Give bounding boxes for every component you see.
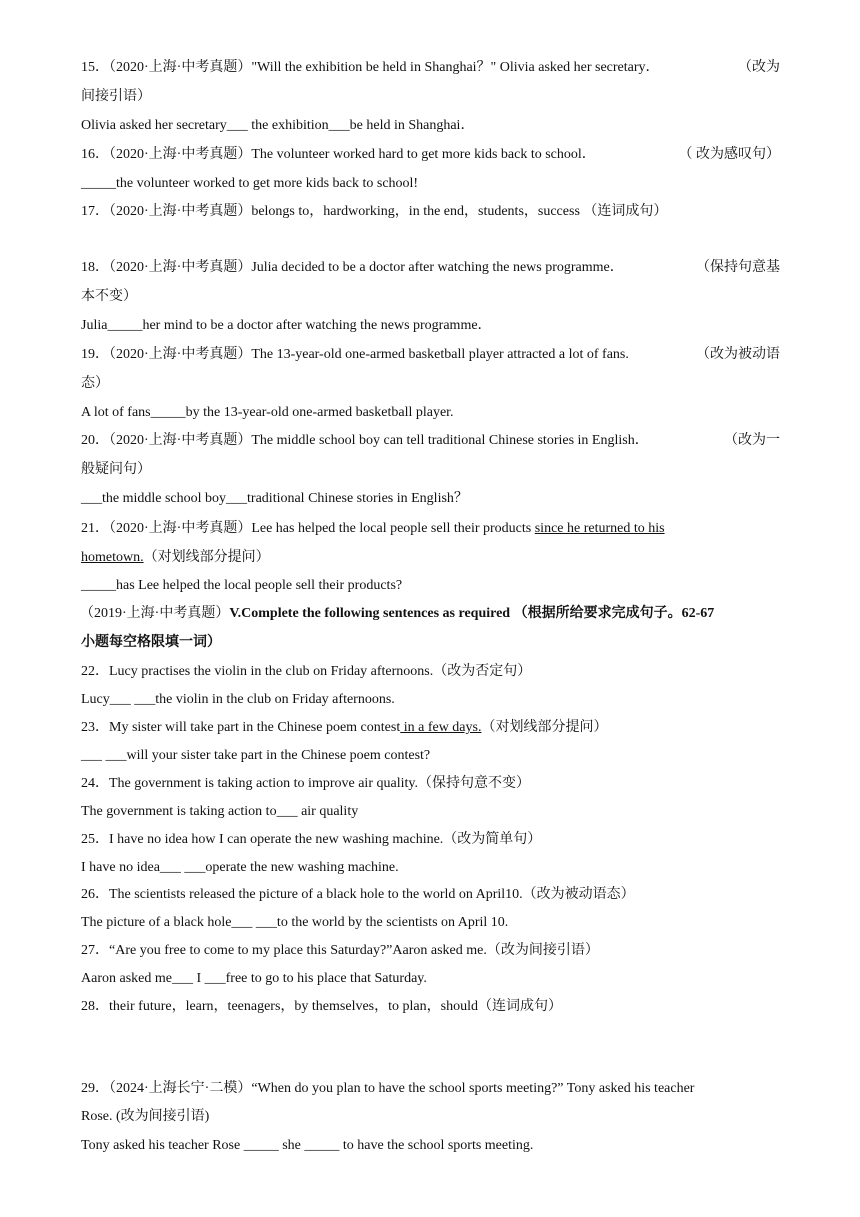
- question-21-text: 21．（2020·上海·中考真题）Lee has helped the local people sell their products: [81, 521, 535, 536]
- question-25: 25．I have no idea how I can operate the new washing machine.（改为简单句）: [81, 832, 542, 847]
- question-16-answer-line: _____the volunteer worked to get more kids back to school!: [81, 176, 419, 191]
- question-18-instruction-cont: 本不变）: [81, 289, 137, 304]
- question-26-answer-line: The picture of a black hole___ ___to the world by the scientists on April 10.: [81, 915, 509, 930]
- question-23-instruction: （对划线部分提问）: [481, 720, 608, 735]
- question-18-instruction: （保持句意基: [696, 260, 780, 275]
- section-source: （2019·上海·中考真题）: [80, 606, 230, 621]
- question-21-underlined-part: since he returned to his: [534, 521, 665, 536]
- question-21: [81, 519, 780, 539]
- question-23: [81, 718, 780, 738]
- section-heading: [80, 604, 780, 624]
- question-15-instruction-cont: 间接引语）: [81, 89, 151, 104]
- question-16-instruction: （ 改为感叹句）: [678, 147, 780, 162]
- question-27-answer-line: Aaron asked me___ I ___free to go to his place that Saturday.: [81, 971, 427, 986]
- question-21-underlined-part-cont: hometown.: [81, 550, 144, 565]
- question-20: [81, 431, 780, 451]
- question-18: [81, 258, 780, 278]
- question-23-underlined-part: in a few days.: [400, 720, 482, 735]
- question-19: [81, 345, 780, 365]
- question-26: 26．The scientists released the picture of a black hole to the world on April10.（改为被动语态）: [81, 887, 635, 902]
- question-18-answer-line: Julia_____her mind to be a doctor after watching the news programme．: [81, 318, 492, 333]
- question-28: 28．their future，learn，teenagers，by themselves，to plan，should（连词成句）: [81, 999, 562, 1014]
- question-20-instruction-cont: 般疑问句）: [81, 462, 151, 477]
- question-19-text: 19．（2020·上海·中考真题）The 13-year-old one-armed basketball player attracted a lot of fans.: [81, 347, 629, 362]
- question-15-text: 15．（2020·上海·中考真题）"Will the exhibition be held in Shanghai？" Olivia asked her secretary．: [81, 60, 660, 75]
- question-24-answer-line: The government is taking action to___ air quality: [81, 804, 359, 819]
- question-20-answer-line: ___the middle school boy___traditional Chinese stories in English？: [81, 491, 468, 506]
- question-16-text: 16．（2020·上海·中考真题）The volunteer worked hard to get more kids back to school．: [81, 147, 596, 162]
- question-16: [81, 145, 780, 165]
- question-15-answer-line: Olivia asked her secretary___ the exhibition___be held in Shanghai．: [81, 118, 475, 133]
- section-title: V.Complete the following sentences as required （根据所给要求完成句子。62-67: [229, 606, 715, 621]
- question-27: 27．“Are you free to come to my place this Saturday?”Aaron asked me.（改为间接引语）: [81, 943, 599, 958]
- question-19-instruction-cont: 态）: [81, 376, 109, 391]
- question-21-cont: [81, 548, 780, 568]
- question-19-answer-line: A lot of fans_____by the 13-year-old one-armed basketball player.: [81, 405, 454, 420]
- question-18-text: 18．（2020·上海·中考真题）Julia decided to be a doctor after watching the news programme．: [81, 260, 624, 275]
- question-20-text: 20．（2020·上海·中考真题）The middle school boy can tell traditional Chinese stories in English．: [81, 433, 649, 448]
- section-title-cont: 小题每空格限填一词）: [81, 635, 221, 650]
- question-29-cont: Rose. (改为间接引语): [81, 1109, 210, 1124]
- question-22-answer-line: Lucy___ ___the violin in the club on Friday afternoons.: [81, 692, 395, 707]
- question-15: [81, 58, 780, 78]
- question-22: 22．Lucy practises the violin in the club on Friday afternoons.（改为否定句）: [81, 664, 532, 679]
- question-17: 17．（2020·上海·中考真题）belongs to，hardworking，in the end，students，success （连词成句）: [81, 204, 668, 219]
- question-15-instruction: （改为: [738, 60, 780, 75]
- question-29: 29．（2024·上海长宁·二模）“When do you plan to have the school sports meeting?” Tony asked his teacher: [81, 1081, 695, 1096]
- question-29-answer-line: Tony asked his teacher Rose _____ she _____ to have the school sports meeting.: [81, 1138, 534, 1153]
- question-21-answer-line: _____has Lee helped the local people sell their products?: [81, 578, 403, 593]
- question-24: 24．The government is taking action to improve air quality.（保持句意不变）: [81, 776, 530, 791]
- question-19-instruction: （改为被动语: [696, 347, 780, 362]
- question-20-instruction: （改为一: [724, 433, 780, 448]
- question-21-instruction: （对划线部分提问）: [143, 550, 270, 565]
- question-23-text: 23．My sister will take part in the Chinese poem contest: [81, 720, 401, 735]
- question-23-answer-line: ___ ___will your sister take part in the Chinese poem contest?: [81, 748, 431, 763]
- question-25-answer-line: I have no idea___ ___operate the new washing machine.: [81, 860, 399, 875]
